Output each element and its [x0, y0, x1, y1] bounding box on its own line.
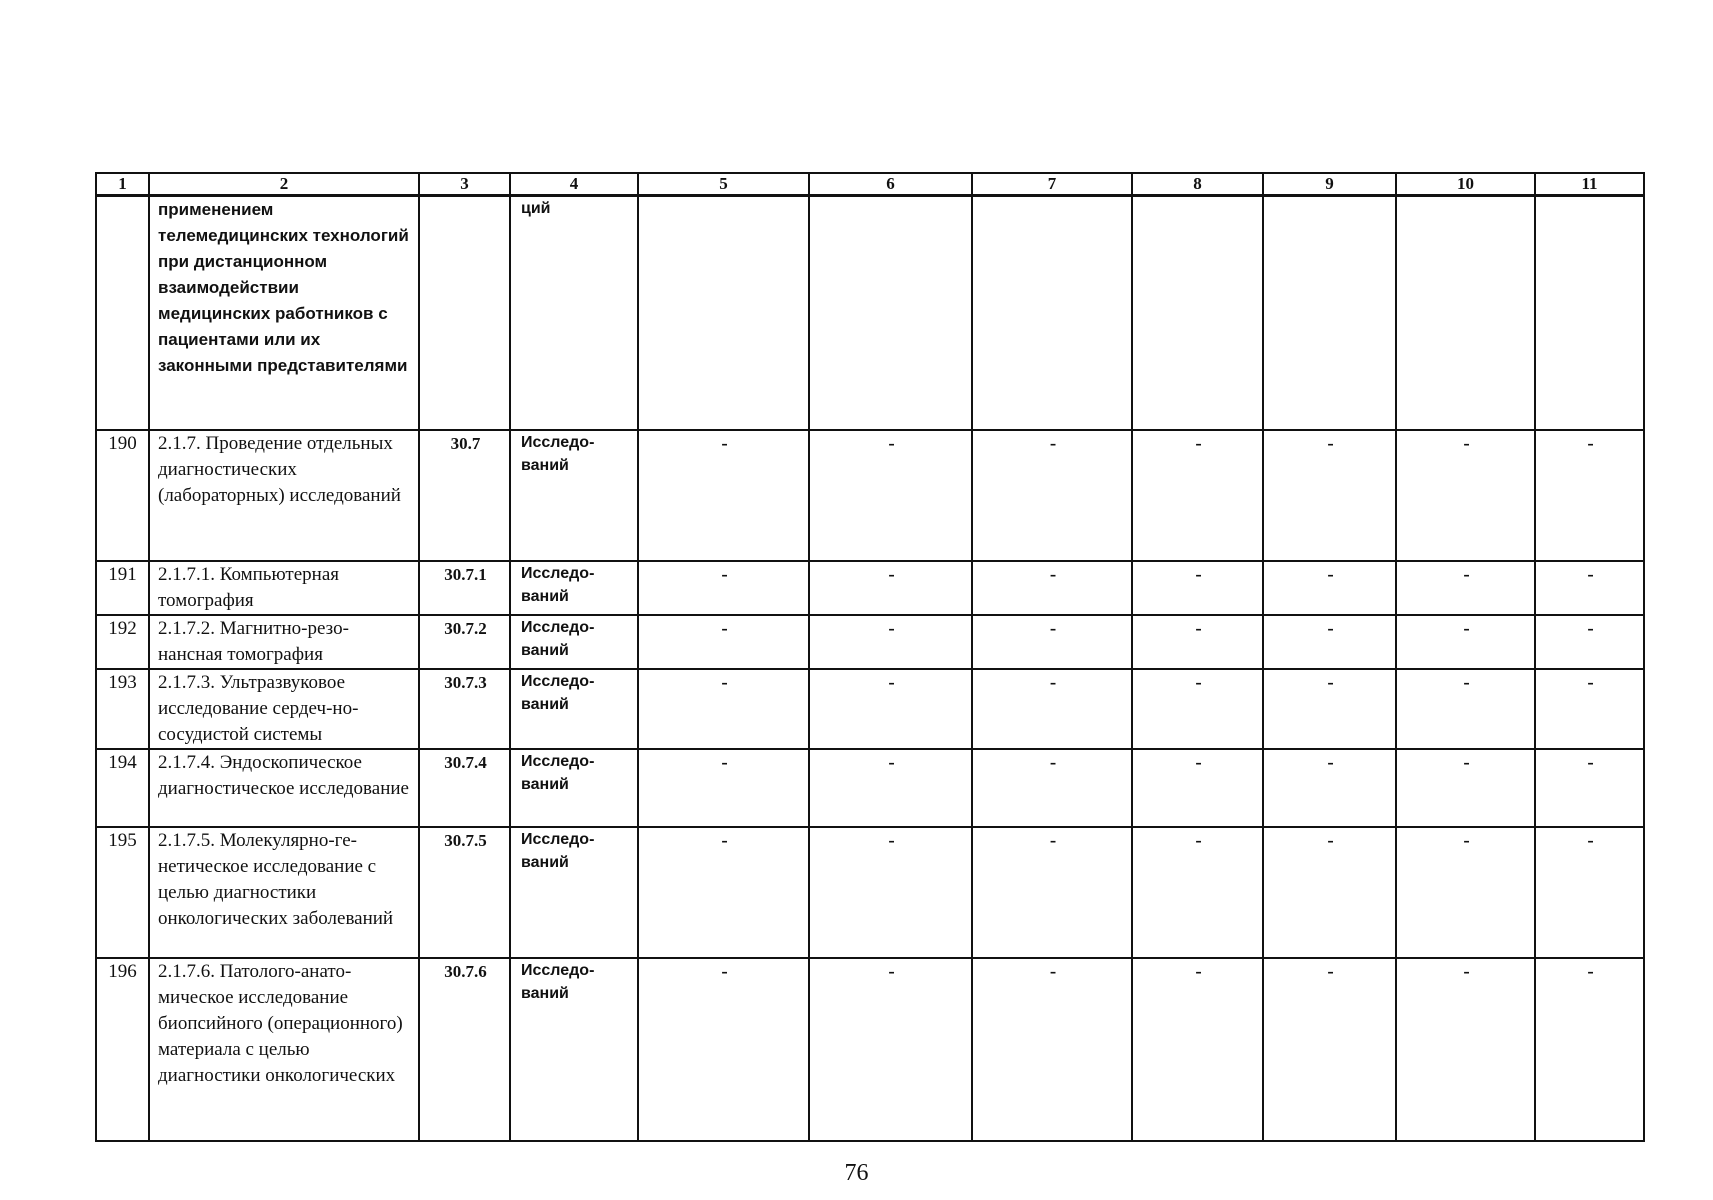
- row-value: -: [1535, 827, 1644, 958]
- col-header: 3: [419, 173, 510, 196]
- row-value: -: [1535, 749, 1644, 827]
- row-value: -: [1396, 430, 1535, 561]
- row-code: 30.7.1: [419, 561, 510, 615]
- row-value: -: [1132, 669, 1263, 749]
- col-header: 11: [1535, 173, 1644, 196]
- table-row: [96, 430, 1644, 561]
- row-value: [638, 196, 809, 430]
- row-value: -: [638, 430, 809, 561]
- row-unit: Исследо-ваний: [510, 561, 638, 615]
- row-value: -: [638, 958, 809, 1141]
- row-value: -: [1132, 561, 1263, 615]
- table-row: [96, 561, 1644, 615]
- row-value: -: [1535, 430, 1644, 561]
- table-row: [96, 958, 1644, 1141]
- row-number: 194: [96, 749, 149, 827]
- row-name: 2.1.7.4. Эндоскопическое диагностическое исследование: [149, 749, 419, 827]
- table-row: [96, 669, 1644, 749]
- row-value: -: [972, 561, 1132, 615]
- row-name: 2.1.7. Проведение отдельных диагностических (лабораторных) исследований: [149, 430, 419, 561]
- row-value: -: [809, 749, 972, 827]
- row-value: [1263, 196, 1396, 430]
- col-header: 10: [1396, 173, 1535, 196]
- row-value: -: [1132, 827, 1263, 958]
- row-value: -: [1263, 561, 1396, 615]
- row-unit: Исследо-ваний: [510, 430, 638, 561]
- row-number: 195: [96, 827, 149, 958]
- row-value: -: [1132, 958, 1263, 1141]
- row-value: -: [1535, 615, 1644, 669]
- row-code: 30.7: [419, 430, 510, 561]
- row-code: 30.7.4: [419, 749, 510, 827]
- row-value: -: [809, 958, 972, 1141]
- row-unit: Исследо-ваний: [510, 827, 638, 958]
- row-code: 30.7.5: [419, 827, 510, 958]
- row-number: 192: [96, 615, 149, 669]
- row-number: 196: [96, 958, 149, 1141]
- table-body: [96, 196, 1644, 1141]
- row-value: -: [1535, 958, 1644, 1141]
- row-value: -: [638, 749, 809, 827]
- table-row: [96, 827, 1644, 958]
- col-header: 9: [1263, 173, 1396, 196]
- col-header: 5: [638, 173, 809, 196]
- row-name: 2.1.7.3. Ультразвуковое исследование сердеч-но-сосудистой системы: [149, 669, 419, 749]
- row-value: -: [972, 615, 1132, 669]
- col-header: 2: [149, 173, 419, 196]
- row-unit: Исследо-ваний: [510, 615, 638, 669]
- row-value: -: [1396, 749, 1535, 827]
- data-table: [95, 172, 1645, 1142]
- row-value: -: [1396, 561, 1535, 615]
- row-name: 2.1.7.6. Патолого-анато-мическое исследование биопсийного (операционного) материала с целью диагностики онкологических: [149, 958, 419, 1141]
- row-value: [809, 196, 972, 430]
- row-code: 30.7.6: [419, 958, 510, 1141]
- table-row: [96, 615, 1644, 669]
- table-row-continuation: [96, 196, 1644, 430]
- col-header: 1: [96, 173, 149, 196]
- row-value: -: [972, 827, 1132, 958]
- row-value: -: [1263, 958, 1396, 1141]
- row-unit: Исследо-ваний: [510, 958, 638, 1141]
- row-value: -: [638, 561, 809, 615]
- row-value: -: [972, 958, 1132, 1141]
- row-value: -: [1263, 827, 1396, 958]
- row-value: -: [1263, 669, 1396, 749]
- row-value: -: [972, 749, 1132, 827]
- row-value: [972, 196, 1132, 430]
- row-value: -: [1396, 669, 1535, 749]
- row-name: 2.1.7.1. Компьютерная томография: [149, 561, 419, 615]
- row-code: 30.7.2: [419, 615, 510, 669]
- row-name: 2.1.7.5. Молекулярно-ге-нетическое исследование с целью диагностики онкологических заболеваний: [149, 827, 419, 958]
- row-value: -: [638, 827, 809, 958]
- table-row: [96, 749, 1644, 827]
- row-number: [96, 196, 149, 430]
- row-number: 190: [96, 430, 149, 561]
- row-unit: Исследо-ваний: [510, 669, 638, 749]
- header-row: [96, 173, 1644, 196]
- col-header: 4: [510, 173, 638, 196]
- row-value: -: [1535, 669, 1644, 749]
- row-value: -: [1263, 749, 1396, 827]
- row-value: [1535, 196, 1644, 430]
- row-value: -: [809, 827, 972, 958]
- row-number: 193: [96, 669, 149, 749]
- col-header: 8: [1132, 173, 1263, 196]
- row-unit: ций: [510, 196, 638, 430]
- row-value: -: [809, 615, 972, 669]
- row-value: [1396, 196, 1535, 430]
- row-value: -: [809, 561, 972, 615]
- row-value: -: [809, 669, 972, 749]
- row-name: применением телемедицинских технологий при дистанционном взаимодействии медицинских работников с пациентами или их законными представителями: [149, 196, 419, 430]
- row-value: -: [638, 669, 809, 749]
- table-header: [96, 173, 1644, 196]
- row-unit: Исследо-ваний: [510, 749, 638, 827]
- row-number: 191: [96, 561, 149, 615]
- col-header: 6: [809, 173, 972, 196]
- row-value: -: [1263, 430, 1396, 561]
- row-value: -: [1132, 615, 1263, 669]
- row-value: -: [972, 669, 1132, 749]
- row-name: 2.1.7.2. Магнитно-резо-нансная томография: [149, 615, 419, 669]
- row-value: -: [1263, 615, 1396, 669]
- row-value: -: [1132, 749, 1263, 827]
- row-value: [1132, 196, 1263, 430]
- row-value: -: [1396, 827, 1535, 958]
- row-value: -: [1132, 430, 1263, 561]
- row-value: -: [1396, 615, 1535, 669]
- row-value: -: [809, 430, 972, 561]
- row-value: -: [1535, 561, 1644, 615]
- row-value: -: [1396, 958, 1535, 1141]
- row-code: 30.7.3: [419, 669, 510, 749]
- row-code: [419, 196, 510, 430]
- col-header: 7: [972, 173, 1132, 196]
- row-value: -: [638, 615, 809, 669]
- row-value: -: [972, 430, 1132, 561]
- page-number: 76: [844, 1160, 869, 1186]
